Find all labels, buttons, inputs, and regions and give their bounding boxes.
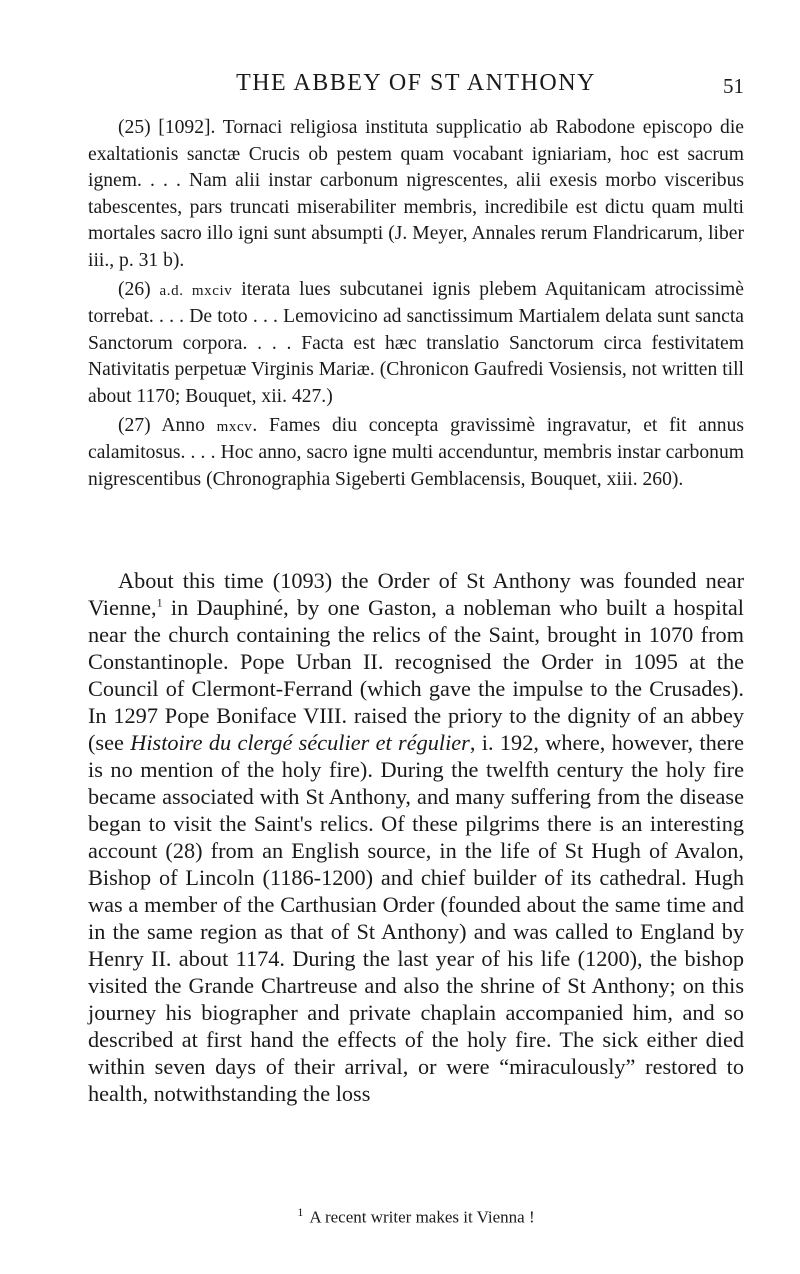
extract-27-date: mxcv <box>216 418 253 435</box>
extract-26-text: iterata lues subcutanei ignis plebem Aquitanicam atrocissimè torrebat. . . . De toto . . . Lemovicino ad sanctissimum Martialem delata sunt sancta Sanctorum corpora. . . . Facta est hæc translatio Sanctorum circa festivitatem Nativitatis perpetuæ Virginis Mariæ. (Chronicon Gaufredi Vosiensis, not written till about 1170; Bouquet, xii. 427.) <box>88 278 744 407</box>
extract-27-text: . Fames diu concepta gravissimè ingravatur, et fit annus calamitosus. . . . Hoc anno, sacro igne multi accenduntur, membris instar carbonum nigrescentibus (Chronographia Sigeberti Gemblacensis, Bouquet, xiii. 260). <box>88 414 744 490</box>
footnote-marker: 1 <box>297 1205 304 1219</box>
footnote-reference: 1 <box>156 595 163 610</box>
latin-extracts <box>88 115 744 495</box>
extract-26-number: (26) <box>118 278 160 300</box>
main-text-part-1: About this time (1093) the Order of St Anthony was founded near Vienne, <box>88 568 744 620</box>
main-paragraph <box>88 567 744 1107</box>
book-title: Histoire du clergé séculier et régulier <box>130 730 470 755</box>
main-text-part-2: in Dauphiné, by one Gaston, a nobleman who built a hospital near the church containing the relics of the Saint, brought in 1070 from Constantinople. Pope Urban II. recognised the Order in 1095 at the Council of Clermont-Ferrand (which gave the impulse to the Crusades). In 1297 Pope Boniface VIII. raised the priory to the dignity of an abbey (see <box>88 595 744 755</box>
extract-26 <box>88 277 744 411</box>
running-title: THE ABBEY OF ST ANTHONY <box>236 70 596 96</box>
footnote-text: A recent writer makes it Vienna ! <box>309 1207 535 1227</box>
extract-27 <box>88 413 744 494</box>
page-number: 51 <box>723 74 744 98</box>
extract-25 <box>88 115 744 275</box>
main-text <box>88 567 744 1107</box>
extract-26-date: a.d. mxciv <box>159 282 233 299</box>
extract-25-text: (25) [1092]. Tornaci religiosa instituta supplicatio ab Rabodone episcopo die exaltationis sanctæ Crucis ob pestem quam vocabant igniariam, hoc est sacrum ignem. . . . Nam alii instar carbonum nigrescentes, alii exesis morbo visceribus tabescentes, pars truncati miserabiliter membris, incredibile est dictu quam multi mortales sacro illo igni sunt absumpti (J. Meyer, Annales rerum Flandricarum, liber iii., p. 31 b). <box>88 117 744 271</box>
footnote <box>88 1205 744 1228</box>
page-header <box>88 70 744 100</box>
main-text-part-3: , i. 192, where, however, there is no mention of the holy fire). During the twelfth century the holy fire became associated with St Anthony, and many suffering from the disease began to visit the Saint's relics. Of these pilgrims there is an interesting account (28) from an English source, in the life of St Hugh of Avalon, Bishop of Lincoln (1186-1200) and chief builder of its cathedral. Hugh was a member of the Carthusian Order (founded about the same time and in the same region as that of St Anthony) and was called to England by Henry II. about 1174. During the last year of his life (1200), the bishop visited the Grande Chartreuse and also the shrine of St Anthony; on this journey his biographer and private chaplain accompanied him, and so described at first hand the effects of the holy fire. The sick either died within seven days of their arrival, or were “miraculously” restored to health, notwithstanding the loss <box>88 730 744 1106</box>
extract-27-number: (27) Anno <box>118 414 217 436</box>
